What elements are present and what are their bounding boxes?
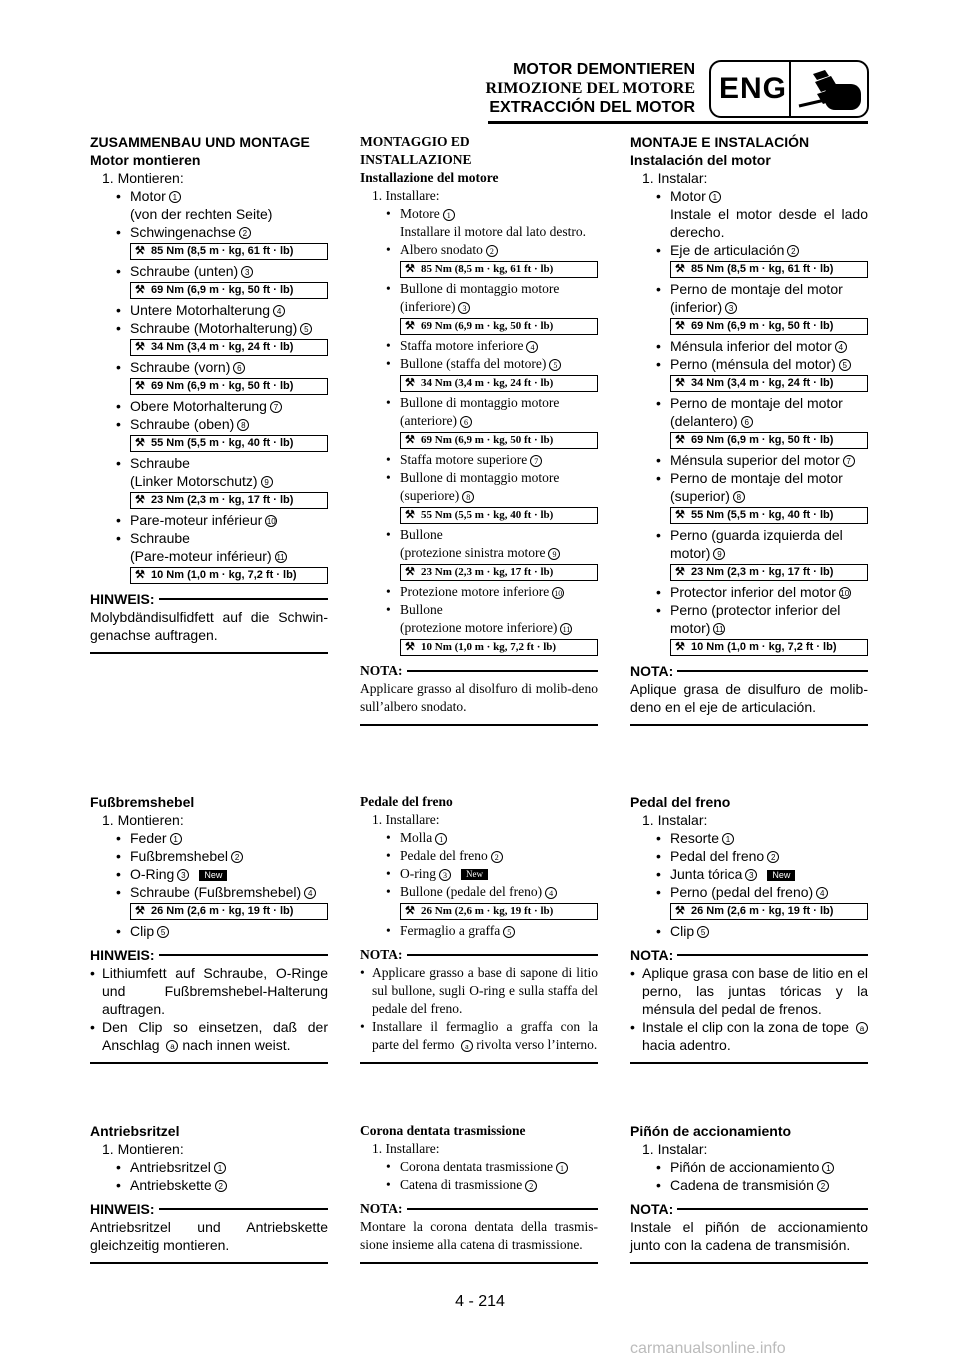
list-item: • Bullone di montaggio motore	[360, 280, 598, 298]
list-item: • Schraube (Motorhalterung) 5	[90, 319, 328, 337]
list-item: • Schraube (oben) 8	[90, 415, 328, 433]
torque-spec: ⚒ 55 Nm (5,5 m · kg, 40 ft · lb)	[130, 435, 328, 452]
heading: MONTAJE E INSTALACIÓN	[630, 134, 810, 150]
wrench-icon: ⚒	[675, 263, 685, 275]
callout-4: 4	[273, 305, 285, 317]
step: 1. Montieren:	[102, 1141, 184, 1157]
wrench-icon: ⚒	[135, 569, 145, 581]
heading: Fußbremshebel	[90, 794, 195, 810]
callout-5: 5	[549, 359, 561, 371]
wrench-icon: ⚒	[135, 341, 145, 353]
list-item: • Antriebsritzel 1	[90, 1158, 328, 1176]
wrench-icon: ⚒	[405, 905, 415, 917]
list-item: • Molla 1	[360, 829, 598, 847]
callout-11: 11	[560, 623, 572, 635]
torque-spec: ⚒ 34 Nm (3,4 m · kg, 24 ft · lb)	[400, 375, 598, 392]
list-item: • Perno de montaje del motor	[630, 394, 868, 412]
callout-5: 5	[697, 926, 709, 938]
list-item: • Fermaglio a graffa 5	[360, 922, 598, 940]
list-item: • Eje de articulación 2	[630, 241, 868, 259]
callout-2: 2	[239, 227, 251, 239]
note-heading: HINWEIS:	[90, 590, 328, 608]
list-item: • Junta tórica 3 New	[630, 865, 868, 883]
wrench-icon: ⚒	[135, 245, 145, 257]
wrench-icon: ⚒	[135, 494, 145, 506]
torque-spec: ⚒ 69 Nm (6,9 m · kg, 50 ft · lb)	[130, 378, 328, 395]
list-item-note: (inferiore) 3	[360, 298, 598, 316]
list-item: • Staffa motore superiore 7	[360, 451, 598, 469]
callout-1: 1	[169, 191, 181, 203]
column-it-sprocket	[360, 1122, 598, 1264]
wrench-icon: ⚒	[405, 320, 415, 332]
column-it-brake	[360, 793, 598, 1064]
callout-1: 1	[443, 209, 455, 221]
list-item-note: motor) 9	[630, 544, 868, 562]
list-item: • Pedale del freno 2	[360, 847, 598, 865]
watermark: carmanualsonline.info	[630, 1340, 786, 1357]
step: 1. Instalar:	[642, 812, 708, 828]
wrench-icon: ⚒	[675, 641, 685, 653]
callout-1: 1	[214, 1162, 226, 1174]
new-badge: New	[461, 869, 488, 880]
step: 1. Montieren:	[102, 170, 184, 186]
list-item-note: Instale el motor desde el lado derecho.	[670, 206, 868, 240]
list-item: • Piñón de accionamiento 1	[630, 1158, 868, 1176]
heading: INSTALLAZIONE	[360, 152, 472, 167]
list-item-note: (delantero) 6	[630, 412, 868, 430]
wrench-icon: ⚒	[405, 566, 415, 578]
callout-2: 2	[215, 1180, 227, 1192]
torque-spec: ⚒ 10 Nm (1,0 m · kg, 7,2 ft · lb)	[400, 639, 598, 656]
callout-3: 3	[241, 266, 253, 278]
list-item: • Motore 1	[360, 205, 598, 223]
step: 1. Instalar:	[642, 170, 708, 186]
column-de-engine	[90, 133, 328, 654]
callout-11: 11	[276, 553, 285, 563]
list-item: • Schraube (vorn) 6	[90, 358, 328, 376]
list-item: • Pedal del freno 2	[630, 847, 868, 865]
callout-10: 10	[266, 517, 276, 527]
wrench-icon: ⚒	[675, 905, 685, 917]
callout-4: 4	[545, 887, 557, 899]
list-item: • Protezione motore inferiore 10	[360, 583, 598, 601]
list-item: • Perno de montaje del motor	[630, 469, 868, 487]
list-item: • Ménsula superior del motor 7	[630, 451, 868, 469]
note-rule	[630, 724, 868, 726]
step: 1. Installare:	[372, 188, 440, 203]
list-item: • Perno (ménsula del motor) 5	[630, 355, 868, 373]
note-bullet: • Applicare grasso a base di sapone di litio sul bullone, sugli O-ring e sulla staffa del pedale del freno.	[360, 964, 598, 1018]
heading: Antriebsritzel	[90, 1123, 180, 1139]
callout-2: 2	[491, 851, 503, 863]
list-item: • Motor 1	[630, 187, 868, 205]
callout-8: 8	[733, 491, 745, 503]
callout-8: 8	[462, 491, 474, 503]
callout-a: a	[166, 1040, 178, 1052]
wrench-icon: ⚒	[405, 263, 415, 275]
callout-2: 2	[231, 851, 243, 863]
note-rule	[90, 1262, 328, 1264]
list-item: • Perno (guarda izquierda del	[630, 526, 868, 544]
note-text: Montare la corona dentata della trasmis-sione insieme alla catena di trasmissione.	[360, 1219, 598, 1252]
step: 1. Installare:	[372, 1141, 440, 1156]
heading: Piñón de accionamiento	[630, 1123, 792, 1139]
callout-6: 6	[233, 362, 245, 374]
note-bullet: • Aplique grasa con base de litio en el perno, las juntas tóricas y la ménsula del pedal de frenos.	[630, 964, 868, 1018]
callout-1: 1	[170, 833, 182, 845]
wrench-icon: ⚒	[675, 320, 685, 332]
wrench-icon: ⚒	[675, 509, 685, 521]
list-item: • Feder 1	[90, 829, 328, 847]
callout-5: 5	[503, 926, 515, 938]
list-item-note: (superior) 8	[630, 487, 868, 505]
callout-11: 11	[715, 625, 724, 635]
list-item: • Ménsula inferior del motor 4	[630, 337, 868, 355]
note-bullet: • Den Clip so einsetzen, daß der Anschlag a nach innen weist.	[90, 1018, 328, 1054]
callout-2: 2	[486, 245, 498, 257]
column-es-engine	[630, 133, 868, 726]
list-item: • Bullone (staffa del motore) 5	[360, 355, 598, 373]
wrench-icon: ⚒	[675, 377, 685, 389]
list-item-note: Installare il motore dal lato destro.	[400, 224, 586, 239]
list-item: • Motor 1	[90, 187, 328, 205]
callout-10: 10	[840, 589, 850, 599]
callout-5: 5	[300, 323, 312, 335]
note-text: Applicare grasso al disolfuro di molib-deno sull’albero snodato.	[360, 681, 598, 714]
list-item: • Bullone (pedale del freno) 4	[360, 883, 598, 901]
callout-1: 1	[822, 1162, 834, 1174]
list-item: • Albero snodato 2	[360, 241, 598, 259]
note-rule	[360, 1262, 598, 1264]
wrench-icon: ⚒	[135, 380, 145, 392]
torque-spec: ⚒ 26 Nm (2,6 m · kg, 19 ft · lb)	[130, 903, 328, 920]
torque-spec: ⚒ 69 Nm (6,9 m · kg, 50 ft · lb)	[670, 432, 868, 449]
torque-spec: ⚒ 85 Nm (8,5 m · kg, 61 ft · lb)	[670, 261, 868, 278]
list-item-note: (protezione motore inferiore) 11	[360, 619, 598, 637]
list-item: • Obere Motorhalterung 7	[90, 397, 328, 415]
list-item-note: (inferior) 3	[630, 298, 868, 316]
list-item: • Corona dentata trasmissione 1	[360, 1158, 598, 1176]
callout-3: 3	[177, 869, 189, 881]
torque-spec: ⚒ 23 Nm (2,3 m · kg, 17 ft · lb)	[130, 492, 328, 509]
list-item-note: motor) 11	[670, 620, 724, 636]
list-item-note: (von der rechten Seite)	[130, 206, 273, 222]
subheading: Motor montieren	[90, 152, 201, 168]
column-es-brake	[630, 793, 868, 1064]
list-item: • Schraube	[90, 454, 328, 472]
wrench-icon: ⚒	[675, 566, 685, 578]
torque-spec: ⚒ 69 Nm (6,9 m · kg, 50 ft · lb)	[400, 432, 598, 449]
callout-2: 2	[817, 1180, 829, 1192]
torque-spec: ⚒ 69 Nm (6,9 m · kg, 50 ft · lb)	[130, 282, 328, 299]
list-item: • Pare-moteur inférieur 10	[90, 511, 328, 529]
callout-a: a	[856, 1022, 868, 1034]
header-titles	[485, 60, 695, 117]
torque-spec: ⚒ 10 Nm (1,0 m · kg, 7,2 ft · lb)	[130, 567, 328, 584]
callout-3: 3	[745, 869, 757, 881]
note-rule	[630, 1262, 868, 1264]
list-item: • Protector inferior del motor 10	[630, 583, 868, 601]
callout-1: 1	[435, 833, 447, 845]
note-text: Instale el piñón de accionamiento junto con la cadena de transmisión.	[630, 1219, 868, 1253]
torque-spec: ⚒ 26 Nm (2,6 m · kg, 19 ft · lb)	[400, 903, 598, 920]
callout-2: 2	[767, 851, 779, 863]
callout-4: 4	[835, 341, 847, 353]
callout-a: a	[461, 1040, 473, 1052]
list-item: • O-ring 3 New	[360, 865, 598, 883]
column-es-sprocket	[630, 1122, 868, 1264]
callout-6: 6	[741, 416, 753, 428]
note-heading: NOTA:	[630, 662, 868, 680]
header-title-es: EXTRACCIÓN DEL MOTOR	[489, 99, 695, 116]
torque-spec: ⚒ 55 Nm (5,5 m · kg, 40 ft · lb)	[670, 507, 868, 524]
list-item: • Schwingenachse 2	[90, 223, 328, 241]
column-it-engine	[360, 133, 598, 726]
note-heading: NOTA:	[630, 946, 868, 964]
callout-3: 3	[458, 302, 470, 314]
callout-8: 8	[237, 419, 249, 431]
note-text: Molybdändisulfidfett auf die Schwin-genachse auftragen.	[90, 609, 328, 643]
note-rule	[90, 652, 328, 654]
note-text: Aplique grasa de disulfuro de molib-deno en el eje de articulación.	[630, 681, 868, 715]
note-heading: HINWEIS:	[90, 946, 328, 964]
callout-10: 10	[554, 588, 563, 598]
torque-spec: ⚒ 55 Nm (5,5 m · kg, 40 ft · lb)	[400, 507, 598, 524]
list-item: • Untere Motorhalterung 4	[90, 301, 328, 319]
list-item-note: (anteriore) 6	[360, 412, 598, 430]
callout-7: 7	[270, 401, 282, 413]
list-item-note: (Linker Motorschutz) 9	[90, 472, 328, 490]
note-heading: HINWEIS:	[90, 1200, 328, 1218]
list-item: • Cadena de transmisión 2	[630, 1176, 868, 1194]
torque-spec: ⚒ 23 Nm (2,3 m · kg, 17 ft · lb)	[400, 564, 598, 581]
callout-9: 9	[713, 548, 725, 560]
callout-7: 7	[530, 455, 542, 467]
list-item: • Perno (pedal del freno) 4	[630, 883, 868, 901]
list-item: • O-Ring 3 New	[90, 865, 328, 883]
heading: Pedale del freno	[360, 794, 453, 809]
list-item: • Schraube (unten) 3	[90, 262, 328, 280]
wrench-icon: ⚒	[405, 641, 415, 653]
torque-spec: ⚒ 26 Nm (2,6 m · kg, 19 ft · lb)	[670, 903, 868, 920]
wrench-icon: ⚒	[675, 434, 685, 446]
subheading: Installazione del motore	[360, 170, 499, 185]
list-item: • Bullone	[360, 526, 598, 544]
list-item: • Bullone di montaggio motore	[360, 394, 598, 412]
eng-badge	[709, 60, 869, 118]
column-de-brake	[90, 793, 328, 1064]
wrench-icon: ⚒	[135, 905, 145, 917]
note-bullet: • Installare il fermaglio a graffa con la parte del fermo a rivolta verso l’interno.	[360, 1018, 598, 1054]
callout-2: 2	[525, 1180, 537, 1192]
list-item: • Resorte 1	[630, 829, 868, 847]
list-item: • Catena di trasmissione 2	[360, 1176, 598, 1194]
subheading: Instalación del motor	[630, 152, 771, 168]
torque-spec: ⚒ 10 Nm (1,0 m · kg, 7,2 ft · lb)	[670, 639, 868, 656]
note-rule	[360, 724, 598, 726]
callout-7: 7	[843, 455, 855, 467]
step: 1. Installare:	[372, 812, 440, 827]
torque-spec: ⚒ 23 Nm (2,3 m · kg, 17 ft · lb)	[670, 564, 868, 581]
list-item: • Antriebskette 2	[90, 1176, 328, 1194]
new-badge: New	[199, 870, 227, 881]
note-heading: NOTA:	[630, 1200, 868, 1218]
callout-1: 1	[709, 191, 721, 203]
torque-spec: ⚒ 85 Nm (8,5 m · kg, 61 ft · lb)	[400, 261, 598, 278]
heading: Corona dentata trasmissione	[360, 1123, 526, 1138]
page-number: 4 - 214	[455, 1293, 505, 1310]
wrench-icon: ⚒	[135, 437, 145, 449]
list-item-note: (Pare-moteur inférieur) 11	[130, 548, 285, 564]
torque-spec: ⚒ 85 Nm (8,5 m · kg, 61 ft · lb)	[130, 243, 328, 260]
note-text: Antriebsritzel und Antriebskette gleichzeitig montieren.	[90, 1219, 328, 1253]
torque-spec: ⚒ 34 Nm (3,4 m · kg, 24 ft · lb)	[670, 375, 868, 392]
callout-2: 2	[787, 245, 799, 257]
eng-badge-text: ENG	[719, 72, 788, 105]
wrench-icon: ⚒	[405, 377, 415, 389]
engine-tool-icon	[795, 66, 865, 114]
note-rule	[630, 1062, 868, 1064]
note-heading: NOTA:	[360, 1200, 598, 1218]
step: 1. Montieren:	[102, 812, 184, 828]
note-bullet: • Instale el clip con la zona de tope a hacia adentro.	[630, 1018, 868, 1054]
list-item: • Clip 5	[90, 922, 328, 940]
column-de-sprocket	[90, 1122, 328, 1264]
new-badge: New	[767, 870, 795, 881]
wrench-icon: ⚒	[405, 434, 415, 446]
eng-badge-divider	[789, 62, 791, 116]
list-item-note: (superiore) 8	[360, 487, 598, 505]
header-rule	[488, 121, 868, 124]
callout-9: 9	[261, 476, 273, 488]
callout-5: 5	[157, 926, 169, 938]
callout-1: 1	[722, 833, 734, 845]
header-title-de: MOTOR DEMONTIEREN	[513, 61, 695, 78]
list-item: • Perno (protector inferior del	[630, 601, 868, 619]
list-item-note: (protezione sinistra motore 9	[360, 544, 598, 562]
list-item: • Fußbremshebel 2	[90, 847, 328, 865]
wrench-icon: ⚒	[405, 509, 415, 521]
heading: ZUSAMMENBAU UND MONTAGE	[90, 134, 310, 150]
list-item: • Bullone	[360, 601, 598, 619]
callout-4: 4	[526, 341, 538, 353]
step: 1. Instalar:	[642, 1141, 708, 1157]
list-item: • Staffa motore inferiore 4	[360, 337, 598, 355]
heading: Pedal del freno	[630, 794, 731, 810]
callout-1: 1	[556, 1162, 568, 1174]
wrench-icon: ⚒	[135, 284, 145, 296]
callout-4: 4	[816, 887, 828, 899]
torque-spec: ⚒ 34 Nm (3,4 m · kg, 24 ft · lb)	[130, 339, 328, 356]
heading: MONTAGGIO ED	[360, 134, 470, 149]
note-rule	[360, 1062, 598, 1064]
list-item: • Schraube (Fußbremshebel) 4	[90, 883, 328, 901]
header-title-it: RIMOZIONE DEL MOTORE	[485, 80, 695, 97]
list-item: • Clip 5	[630, 922, 868, 940]
list-item: • Bullone di montaggio motore	[360, 469, 598, 487]
list-item: • Schraube	[90, 529, 328, 547]
torque-spec: ⚒ 69 Nm (6,9 m · kg, 50 ft · lb)	[670, 318, 868, 335]
note-rule	[90, 1062, 328, 1064]
callout-6: 6	[460, 416, 472, 428]
note-heading: NOTA:	[360, 662, 598, 680]
callout-3: 3	[725, 302, 737, 314]
note-bullet: • Lithiumfett auf Schraube, O-Ringe und Fußbremshebel-Halterung auftragen.	[90, 964, 328, 1018]
callout-4: 4	[304, 887, 316, 899]
callout-5: 5	[839, 359, 851, 371]
callout-3: 3	[439, 869, 451, 881]
note-heading: NOTA:	[360, 946, 598, 964]
torque-spec: ⚒ 69 Nm (6,9 m · kg, 50 ft · lb)	[400, 318, 598, 335]
list-item: • Perno de montaje del motor	[630, 280, 868, 298]
callout-9: 9	[548, 548, 560, 560]
